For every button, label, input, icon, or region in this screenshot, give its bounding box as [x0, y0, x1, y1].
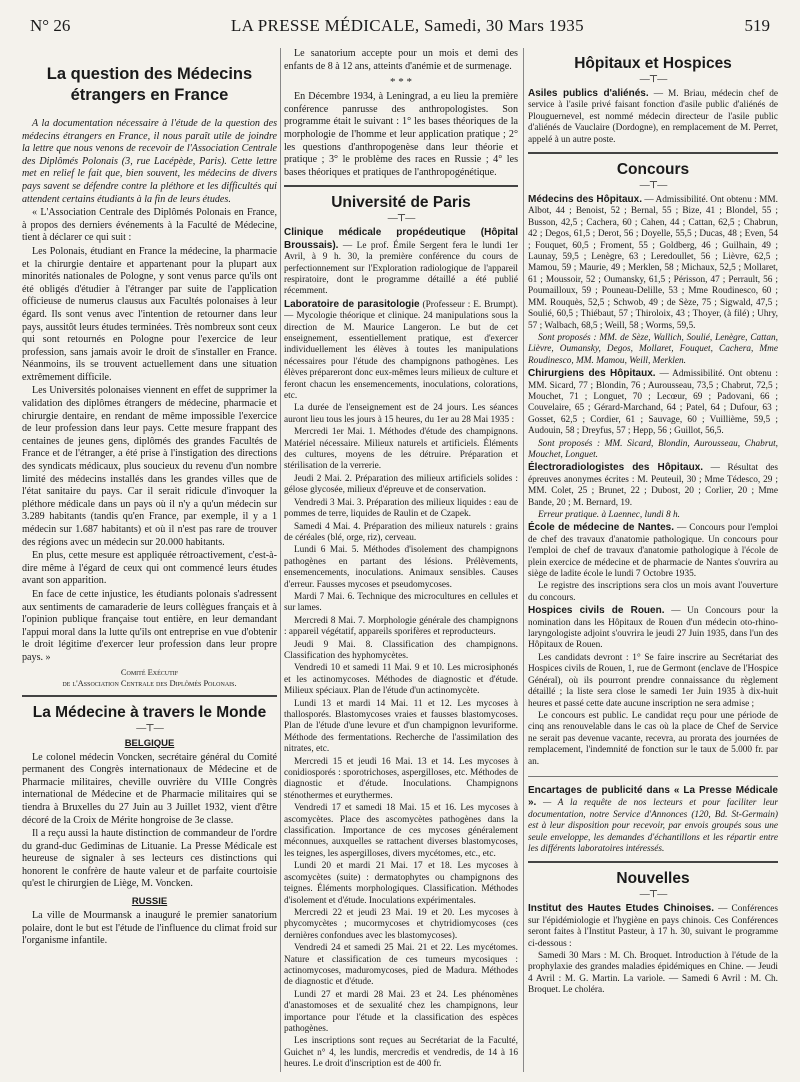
item-text: — Un Concours pour la nomination dans les Hôpitaux de Rouen d'un médecin oto-rhino-laryngologiste adjoint s'ouvrira le jeudi 27 Juin 1935, dans l'un des Hôpitaux de Rouen. — [528, 606, 778, 651]
paragraph: Vendredi 24 et samedi 25 Mai. 21 et 22. Les mycétomes. Nature et classification de ces tumeurs mycosiques : actinomycoses, maduromycoses, pied de Madura. Méthodes de diagnostic et d'étude. — [284, 943, 518, 988]
paragraph: Les candidats devront : 1° Se faire inscrire au Secrétariat des Hospices civils de Rouen, 1, rue de Germont (enclave de l'Hospice Général), où ils pourront prendre connaissance du règlement détaillé ; la liste sera close le samedi 1er Juin 1935 à dix-huit heures et passé cette date aucune inscription ne sera admise ; — [528, 652, 778, 709]
paragraph: Sont proposés : MM. de Sèze, Wallich, Soulié, Lenègre, Cattan, Lièvre, Oumansky, Degos, Mollaret, Fouquet, Cachera, Mme Roudinesco, MM. Mamou, Weill, Merklen. — [528, 332, 778, 366]
paragraph: En Décembre 1934, à Leningrad, a eu lieu la première conférence panrusse des anthropologistes. Son programme était le suivant : 1° les bases théoriques de la morphologie de l'homme et leur application pratique ; 2° les questions d'anthropogenèse dans leur théorie et pratique ; 3° le problème des races en Russie ; 4° les bases théoriques et pratiques de l'anthropogénétique. — [284, 91, 518, 178]
ornament: —⊤— — [136, 722, 163, 734]
news-item — [528, 903, 778, 950]
paragraph: « L'Association Centrale des Diplômés Polonais en France, à propos des derniers événements à la Faculté de Médecine, tient à déclarer ce qui suit : — [22, 207, 277, 244]
article-intro: A la documentation nécessaire à l'étude de la question des médecins étrangers en France, il nous paraît utile de joindre la lettre que nous venons de recevoir de l'Association Centrale des Diplômés Polonais (3, rue Lacépède, Paris). Cette lettre met en relief le fait que, bien souvent, les médecins de divers pays savent se défendre contre la pléthore et les difficultés qui attendent certains étudiants à la fin de leurs études. — [22, 118, 277, 205]
paragraph: En face de cette injustice, les étudiants polonais s'adressent aux sentiments de camaraderie de leurs collègues français et à l'opinion publique française tout entière, en leur demandant l'appui moral dans la lutte qu'ils ont entreprise en vue d'obtenir le droit légitime d'exercer leur profession dans leur propre pays. » — [22, 588, 277, 663]
section-body — [528, 903, 778, 996]
item-text: — M. Briau, médecin chef de service à l'asile privé faisant fonction d'asile public d'aliénés de Plouguernevel, est nommé médecin directeur de l'asile public d'aliénés de Vauclaire (Dordogne), en remplacement de M. Perret, appelé à un autre poste. — [528, 89, 778, 145]
paragraph: Les Universités polonaises viennent en effet de supprimer la validation des diplômes étrangers de médecine, pharmacie et chirurgie dentaire, en rendant de même impossible l'exercice de leur profession dans leur pays. Cette mesure frappant des centaines de jeunes gens, diplômés des grandes Facultés de France et de l'étranger, a été prise à l'instigation des directions des syndicats médicaux, plus soucieux du revenu d'un nombre limité des médecins installés dans les grandes villes que de l'état sanitaire du pays. Car il serait ridicule d'invoquer la pléthore médicale dans un pays où il n'y a qu'un médecin sur 3.289 habitants (tandis qu'en France, par exemple, il y a 1 médecin sur 1.687 habitants) et où il n'est pas rare de trouver des régions avec un médecin sur 20.000 habitants. — [22, 385, 277, 548]
ornament: —⊤— — [387, 213, 415, 225]
item-text: — A la requête de nos lecteurs et pour faciliter leur documentation, notre Service d'Annonces (120, Bd. St-Germain) est à leur disposition pour recevoir, par envois groupés sous une seule enveloppe, les demandes d'échantillons et les répartir entre les différents laboratoires intéressés. — [528, 798, 778, 854]
news-item — [528, 462, 778, 509]
paragraph: La ville de Mourmansk a inauguré le premier sanatorium polaire, dont le but est l'étude de l'influence du climat froid sur l'organisme infantile. — [22, 910, 277, 947]
section-title: La Médecine à travers le Monde — [32, 703, 267, 721]
subsection-heading: BELGIQUE — [124, 737, 175, 749]
paragraph: Jeudi 9 Mai. 8. Classification des champignons. Classification des hyphomycètes. — [284, 639, 518, 661]
paragraph: Le colonel médecin Voncken, secrétaire général du Comité permanent des Congrès internationaux de Médecine et de Pharmacie militaires, cheville ouvrière du VIIIe Congrès international de Médecine et de Pharmacie militaires qui se tiendra à Bruxelles du 27 Juin au 3 Juillet 1932, vient d'être décoré de la Croix de Mérite hongroise de 3e classe. — [22, 751, 277, 826]
item-text: — Concours pour l'emploi de chef des travaux d'anatomie pathologique. Un concours pour l'emploi de chef de travaux d'anatomie pathologique à l'école de plein exercice de médecine et de pharmacie de Nantes s'ouvrira au siège de ladite école le lundi 7 Octobre 1935. — [528, 523, 778, 580]
divider — [528, 776, 778, 777]
paragraph: Sont proposés : MM. Sicard, Blondin, Aurousseau, Chabrut, Mouchet, Longuet. — [528, 438, 778, 460]
section-title: Concours — [616, 161, 690, 179]
news-item — [284, 299, 518, 403]
paragraph: Mercredi 1er Mai. 1. Méthodes d'étude des champignons. Matériel nécessaire. Milieux naturels et artificiels. Éléments des cultures, moyens de les détruire. Préparation et stérilisation de la verrerie. — [284, 427, 518, 472]
paragraph: Mercredi 8 Mai. 7. Morphologie générale des champignons : appareil végétatif, appareils sporifères et reproducteurs. — [284, 615, 518, 638]
journal-masthead — [231, 16, 584, 36]
divider — [528, 861, 778, 863]
divider — [22, 695, 277, 697]
article-title: La question des Médecins étrangers en France — [46, 65, 253, 104]
paragraph: Les inscriptions sont reçues au Secrétariat de la Faculté, Guichet n° 4, les lundis, mercredis et vendredis, de 14 à 16 heures. Le droit d'inscription est de 400 fr. — [284, 1036, 518, 1070]
section-body — [528, 88, 778, 146]
section-title: Nouvelles — [616, 870, 690, 888]
item-text: — Le prof. Émile Sergent fera le lundi 1er Avril, à 9 h. 30, la première conférence du cours de perfectionnement sur l'Exploration radiologique de l'appareil respiratoire, dont le programme détaillé a été publié récemment. — [284, 240, 518, 297]
column-rule — [523, 48, 524, 1072]
paragraph: Les Polonais, étudiant en France la médecine, la pharmacie et la chirurgie dentaire et appartenant pour la plupart aux minorités nationales de Pologne, y sont venus parce qu'ils ont été obligés d'étudier à l'étranger par suite de l'application officieuse de numerus clausus aux Facultés polonaises à leur égard. Ils sont venus avec l'intention de retourner dans leur pays, aussitôt leurs études terminées. Très nombreux sont ceux qui sont retournés en Pologne pour l'exercice de leur profession, sans jamais avoir le droit de s'installer en France. Néanmoins, ils se trouvent actuellement dans une situation extrêmement difficile. — [22, 245, 277, 383]
column-rule — [280, 48, 281, 1072]
paragraph: Vendredi 3 Mai. 3. Préparation des milieux liquides : eau de pommes de terre, liquides de Raulin et de Czapek. — [284, 497, 518, 520]
section-title: Hôpitaux et Hospices — [574, 55, 732, 72]
news-item — [528, 368, 778, 437]
news-item — [528, 88, 778, 146]
page-number: 519 — [744, 16, 770, 35]
paragraph: Lundi 13 et mardi 14 Mai. 11 et 12. Les mycoses à thallosporés. Blastomycoses vraies et fausses blastomycoses. Plan de l'étude d'une levure et d'un champignon levuriforme. Méthode des fermentations. Recherche de l'assimilation des nitrates, etc. — [284, 698, 518, 755]
item-title: Électroradiologistes des Hôpitaux. — [528, 462, 704, 474]
item-title: Chirurgiens des Hôpitaux. — [528, 368, 656, 380]
signature — [22, 667, 277, 689]
column-3 — [528, 48, 778, 998]
item-text: — Conférences sur l'épidémiologie et l'hygiène en pays chinois. Ces Conférences seront faites à l'Institut Pasteur, à 17 h. 30, suivant le programme ci-dessous : — [528, 904, 778, 949]
paragraph: Le sanatorium accepte pour un mois et demi des enfants de 8 à 12 ans, atteints d'anémie et de surmenage. — [284, 48, 518, 72]
signature-line: Comité Exécutif — [120, 666, 179, 677]
signature-line: de l'Association Centrale des Diplômés Polonais. — [62, 677, 237, 688]
paragraph: Le registre des inscriptions sera clos un mois avant l'ouverture du concours. — [528, 581, 778, 603]
column-1 — [22, 48, 277, 949]
section-body — [284, 227, 518, 1070]
news-item — [528, 194, 778, 332]
separator-stars: * * * — [390, 76, 412, 89]
paragraph: Lundi 6 Mai. 5. Méthodes d'isolement des champignons pathogènes en partant des lésions. Prélèvements, ensemencements, inoculations. Animaux sensibles. Causes d'erreur. Fausses mycoses et pseudomycoses. — [284, 545, 518, 590]
divider — [528, 152, 778, 154]
paragraph: Il a reçu aussi la haute distinction de commandeur de l'ordre du grand-duc Gediminas de Lituanie. La Presse Médicale est heureuse de signaler à ses lecteurs ces distinctions qui honorent le confrère de haute valeur et de parfaite courtoisie qu'est le chirurgien de Liège, M. Voncken. — [22, 828, 277, 890]
paragraph: Lundi 27 et mardi 28 Mai. 23 et 24. Les phénomènes d'anastomoses et de sexualité chez les champignons, leur importance pour l'étude et la classification des espèces pathogènes. — [284, 989, 518, 1034]
paragraph: Jeudi 2 Mai. 2. Préparation des milieux artificiels solides : gélose glycosée, milieux d'épreuve et de conservation. — [284, 473, 518, 496]
paragraph: Vendredi 17 et samedi 18 Mai. 15 et 16. Les mycoses à ascomycètes. Place des ascomycètes pathogènes dans la classification. Importance de ces mycoses généralement méconnues, auxquelles se rattachent diverses blastomycoses, les teignes, les aspergilloses, divers mycétomes, etc., etc. — [284, 803, 518, 859]
item-title: Encartages de publicité dans « La Presse Médicale ». — [528, 784, 778, 809]
issue-date: Samedi, 30 Mars 1935 — [423, 16, 584, 35]
paragraph: Samedi 30 Mars : M. Ch. Broquet. Introduction à l'étude de la prophylaxie des grandes maladies épidémiques en Chine. — Jeudi 4 Avril : M. G. Martin. La variole. — Samedi 6 Avril : M. Ch. Broquet. Le choléra. — [528, 951, 778, 996]
section-body — [528, 194, 778, 768]
paragraph: En plus, cette mesure est appliquée rétroactivement, c'est-à-dire même à l'égard de ceux qui ont commencé leurs études avant son apparition. — [22, 550, 277, 587]
item-text: — Admissibilité. Ont obtenu : MM. Albot, 44 ; Benoist, 52 ; Bernal, 55 ; Bize, 41 ; Blondel, 55 ; Busson, 42,5 ; Cachera, 60 ; Cahen, 44 ; Cattan, 62,5 ; Chabrun, 42 ; Degos, 61,5 ; Derot, 56 ; Doyelle, 55,5 ; Ducas, 48 ; Even, 54 ; Fouquet, 60,5 ; Froment, 55 ; Goldberg, 46 ; Guilhain, 49 ; Launay, 59,5 ; Lenègre, 63 ; Leredoullet, 56 ; Lièvre, 62,5 ; Mamou, 59 ; Maurie, 49 ; Merklen, 58 ; Michaux, 52,5 ; Mollaret, 61 ; Moussoir, 52 ; Oumansky, 61,5 ; Périsson, 47 ; Perrault, 56 ; Poumailloux, 59 ; Pouneau-Delille, 53 ; Mme Roudinesco, 60 ; MM. Rouquès, 52,5 ; Schwob, 49 ; de Sèze, 75 ; Sigwald, 47,5 ; Soulié, 60,5 ; Thiébaut, 57 ; Thiroloix, 43 ; Thoyer, (à filé) ; Uhry, 57 ; Walbach, 68,5 ; Weill, 58 ; Worms, 59,5. — [528, 195, 778, 331]
item-title: Institut des Hautes Etudes Chinoises. — [528, 903, 715, 915]
issue-number: N° 26 — [30, 16, 71, 35]
news-item — [528, 522, 778, 580]
ornament: —⊤— — [639, 889, 667, 901]
item-title: Asiles publics d'aliénés. — [528, 88, 649, 99]
divider — [284, 185, 518, 187]
section-body — [528, 785, 778, 855]
paragraph: Lundi 20 et mardi 21 Mai. 17 et 18. Les mycoses à ascomycètes (suite) : dermatophytes ou champignons des teignes. Éléments morphologiques. Classification. Méthodes d'isolement et d'étude. Inoculations expérimentales. — [284, 861, 518, 906]
paragraph: Mercredi 22 et jeudi 23 Mai. 19 et 20. Les mycoses à phycomycètes ; mucormycoses et chytridiomycoses (ces dernières confondues avec les blastomycoses). — [284, 907, 518, 941]
item-title: École de médecine de Nantes. — [528, 522, 675, 534]
column-2 — [284, 48, 518, 1072]
item-title: Médecins des Hôpitaux. — [528, 194, 642, 206]
item-title: Laboratoire de parasitologie — [284, 298, 420, 310]
news-item — [284, 227, 518, 297]
paragraph: Samedi 4 Mai. 4. Préparation des milieux naturels : grains de céréales (blé, orge, riz), cerveau. — [284, 521, 518, 543]
item-title: Hospices civils de Rouen. — [528, 605, 665, 617]
item-text: (Professeur : E. Brumpt). — Mycologie théorique et clinique. 24 manipulations sous la direction de M. Maurice Langeron. Le but de cet enseignement, essentiellement pratique, est d'exercer individuellement les élèves à toutes les manipulations nécessaires pour l'étude des champignons pathogènes. Les élèves prépareront donc eux-mêmes leurs milieux de culture et feront chacun les ensemencements, inoculations, colorations, etc. — [284, 299, 518, 402]
item-text: — Résultat des épreuves anonymes écrites : M. Peuteuil, 30 ; Mme Tédesco, 29 ; MM. Colet, 25 ; Brunet, 22 ; Dubost, 20 ; Corlier, 20 ; Mme Bande, 20 ; M. Bernard, 19. — [528, 463, 778, 508]
item-text: — Admissibilité. Ont obtenu : MM. Sicard, 77 ; Blondin, 76 ; Aurousseau, 73,5 ; Chabrut, 72,5 ; Mouchet, 71 ; Longuet, 70 ; Lecœur, 69 ; Padovani, 66 ; Couvelaire, 65 ; Gérard-Marchand, 64 ; Patel, 64 ; Dufour, 63 ; Gosset, 62,5 ; Cordier, 61 ; Sauvage, 60 ; Vuillième, 59,5 ; Audouin, 58 ; Dreyfus, 57 ; Hepp, 56 ; Guillot, 56,5. — [528, 369, 778, 437]
subsection-heading: RUSSIE — [131, 896, 168, 908]
ornament: —⊤— — [639, 180, 667, 192]
journal-name: LA PRESSE MÉDICALE, — [230, 16, 420, 35]
news-item — [528, 605, 778, 652]
news-item — [528, 785, 778, 855]
paragraph: Erreur pratique. à Laennec, lundi 8 h. — [538, 510, 680, 520]
paragraph: Mardi 7 Mai. 6. Technique des microcultures en cellules et sur lames. — [284, 591, 518, 614]
paragraph: Vendredi 10 et samedi 11 Mai. 9 et 10. Les microsiphonés et les actinomycoses. Méthodes de diagnostic et d'étude. Milieux spéciaux. Plan de l'étude d'un actinomycète. — [284, 663, 518, 697]
item-title: Clinique médicale propédeutique (Hôpital Broussais). — [284, 227, 518, 251]
paragraph: Le concours est public. Le candidat reçu pour une période de cinq ans renouvelable dans le cas où la place de Chef de Service ne serait pas devenue vacante, recevra, au prorata des journées de remplacement, l'indemnité de fonction sur le taux de 5.000 fr. par an. — [528, 710, 778, 767]
ornament: —⊤— — [639, 74, 667, 85]
paragraph: La durée de l'enseignement est de 24 jours. Les séances auront lieu tous les jours à 15 heures, du 1er au 28 Mai 1935 : — [284, 403, 518, 425]
page-header — [30, 16, 770, 38]
paragraph: Mercredi 15 et jeudi 16 Mai. 13 et 14. Les mycoses à conidiosporés : sporotrichoses, aspergilloses, etc. Méthodes de diagnostic et d'étude. Inoculations. Champignons sténothermes et eurythermes. — [284, 756, 518, 801]
section-title: Université de Paris — [331, 194, 471, 212]
